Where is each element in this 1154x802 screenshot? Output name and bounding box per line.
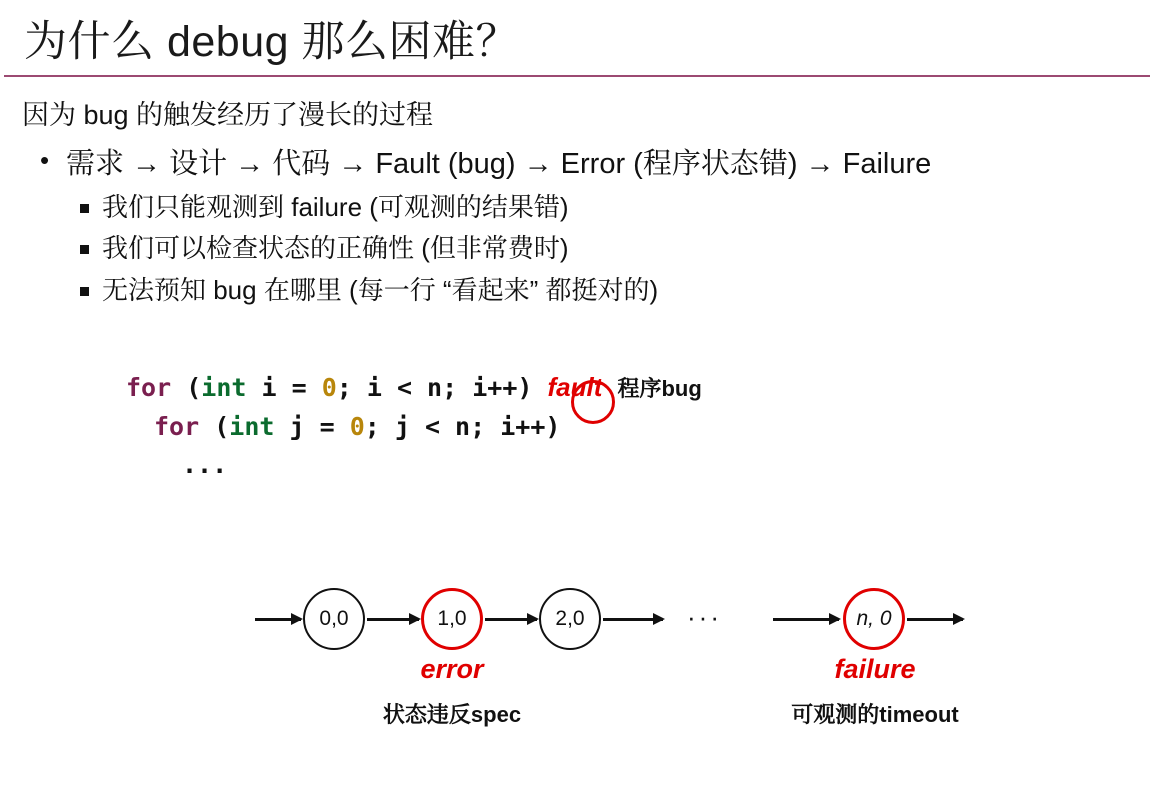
state-node-label: 0,0 bbox=[319, 607, 349, 630]
lead-text: 因为 bug 的触发经历了漫长的过程 bbox=[22, 100, 434, 130]
state-node-label: 1,0 bbox=[437, 607, 467, 630]
error-annotation: error bbox=[420, 654, 484, 684]
code-text: ; j < n; i++) bbox=[364, 411, 561, 441]
state-node-0 bbox=[303, 588, 365, 650]
state-node-2 bbox=[539, 588, 601, 650]
circle-highlight-icon bbox=[571, 380, 615, 424]
code-text: ( bbox=[199, 411, 230, 441]
page-title: 为什么 debug 那么困难？ bbox=[24, 18, 519, 66]
arrow-icon bbox=[485, 618, 537, 621]
error-caption: 状态违反spec bbox=[382, 702, 522, 727]
arrow-icon bbox=[907, 618, 963, 621]
literal-zero: 0 bbox=[321, 372, 337, 402]
list-item bbox=[66, 228, 1154, 268]
bullet-level2-text: 我们只能观测到 failure (可观测的结果错) bbox=[102, 192, 569, 223]
list-item bbox=[22, 146, 1154, 310]
keyword-for: for bbox=[154, 411, 200, 441]
list-item bbox=[66, 270, 1154, 310]
state-node-label: 2,0 bbox=[555, 607, 585, 630]
keyword-int: int bbox=[229, 411, 275, 441]
literal-zero: 0 bbox=[349, 411, 365, 441]
arrow-icon bbox=[367, 618, 419, 621]
arrow-icon bbox=[255, 618, 301, 621]
arrow-icon bbox=[603, 618, 663, 621]
code-line-2 bbox=[126, 412, 560, 441]
state-node-label: n, 0 bbox=[856, 607, 892, 630]
code-text: ( bbox=[171, 372, 202, 402]
arrow-icon bbox=[773, 618, 839, 621]
slide-body bbox=[0, 77, 1154, 727]
bullet-level2-text: 无法预知 bug 在哪里 (每一行 “看起来” 都挺对的) bbox=[102, 274, 659, 305]
bullet-list-level2 bbox=[66, 187, 1154, 310]
bullet-level1-text: 需求 → 设计 → 代码 → Fault (bug) → Error (程序状态错) → Failure bbox=[66, 148, 932, 180]
fault-annotation: fault bbox=[547, 371, 603, 402]
bullet-level2-text: 我们可以检查状态的正确性 (但非常费时) bbox=[102, 233, 569, 264]
fault-note: 程序bug bbox=[617, 375, 702, 401]
code-line-1 bbox=[126, 373, 702, 402]
keyword-int: int bbox=[201, 372, 247, 402]
code-snippet bbox=[126, 328, 1154, 563]
list-item bbox=[66, 187, 1154, 227]
code-text: ; i < n; i++) bbox=[336, 372, 533, 402]
state-node-n bbox=[843, 588, 905, 650]
failure-annotation: failure bbox=[834, 654, 916, 684]
code-text: j = bbox=[274, 411, 350, 441]
code-line-3: ... bbox=[182, 450, 228, 480]
state-node-1 bbox=[421, 588, 483, 650]
failure-caption: 可观测的timeout bbox=[791, 702, 959, 727]
state-diagram bbox=[255, 576, 1015, 766]
ellipsis-label: ··· bbox=[687, 602, 722, 632]
keyword-for: for bbox=[126, 372, 172, 402]
bullet-list-level1 bbox=[22, 146, 1154, 310]
code-text: i = bbox=[246, 372, 322, 402]
